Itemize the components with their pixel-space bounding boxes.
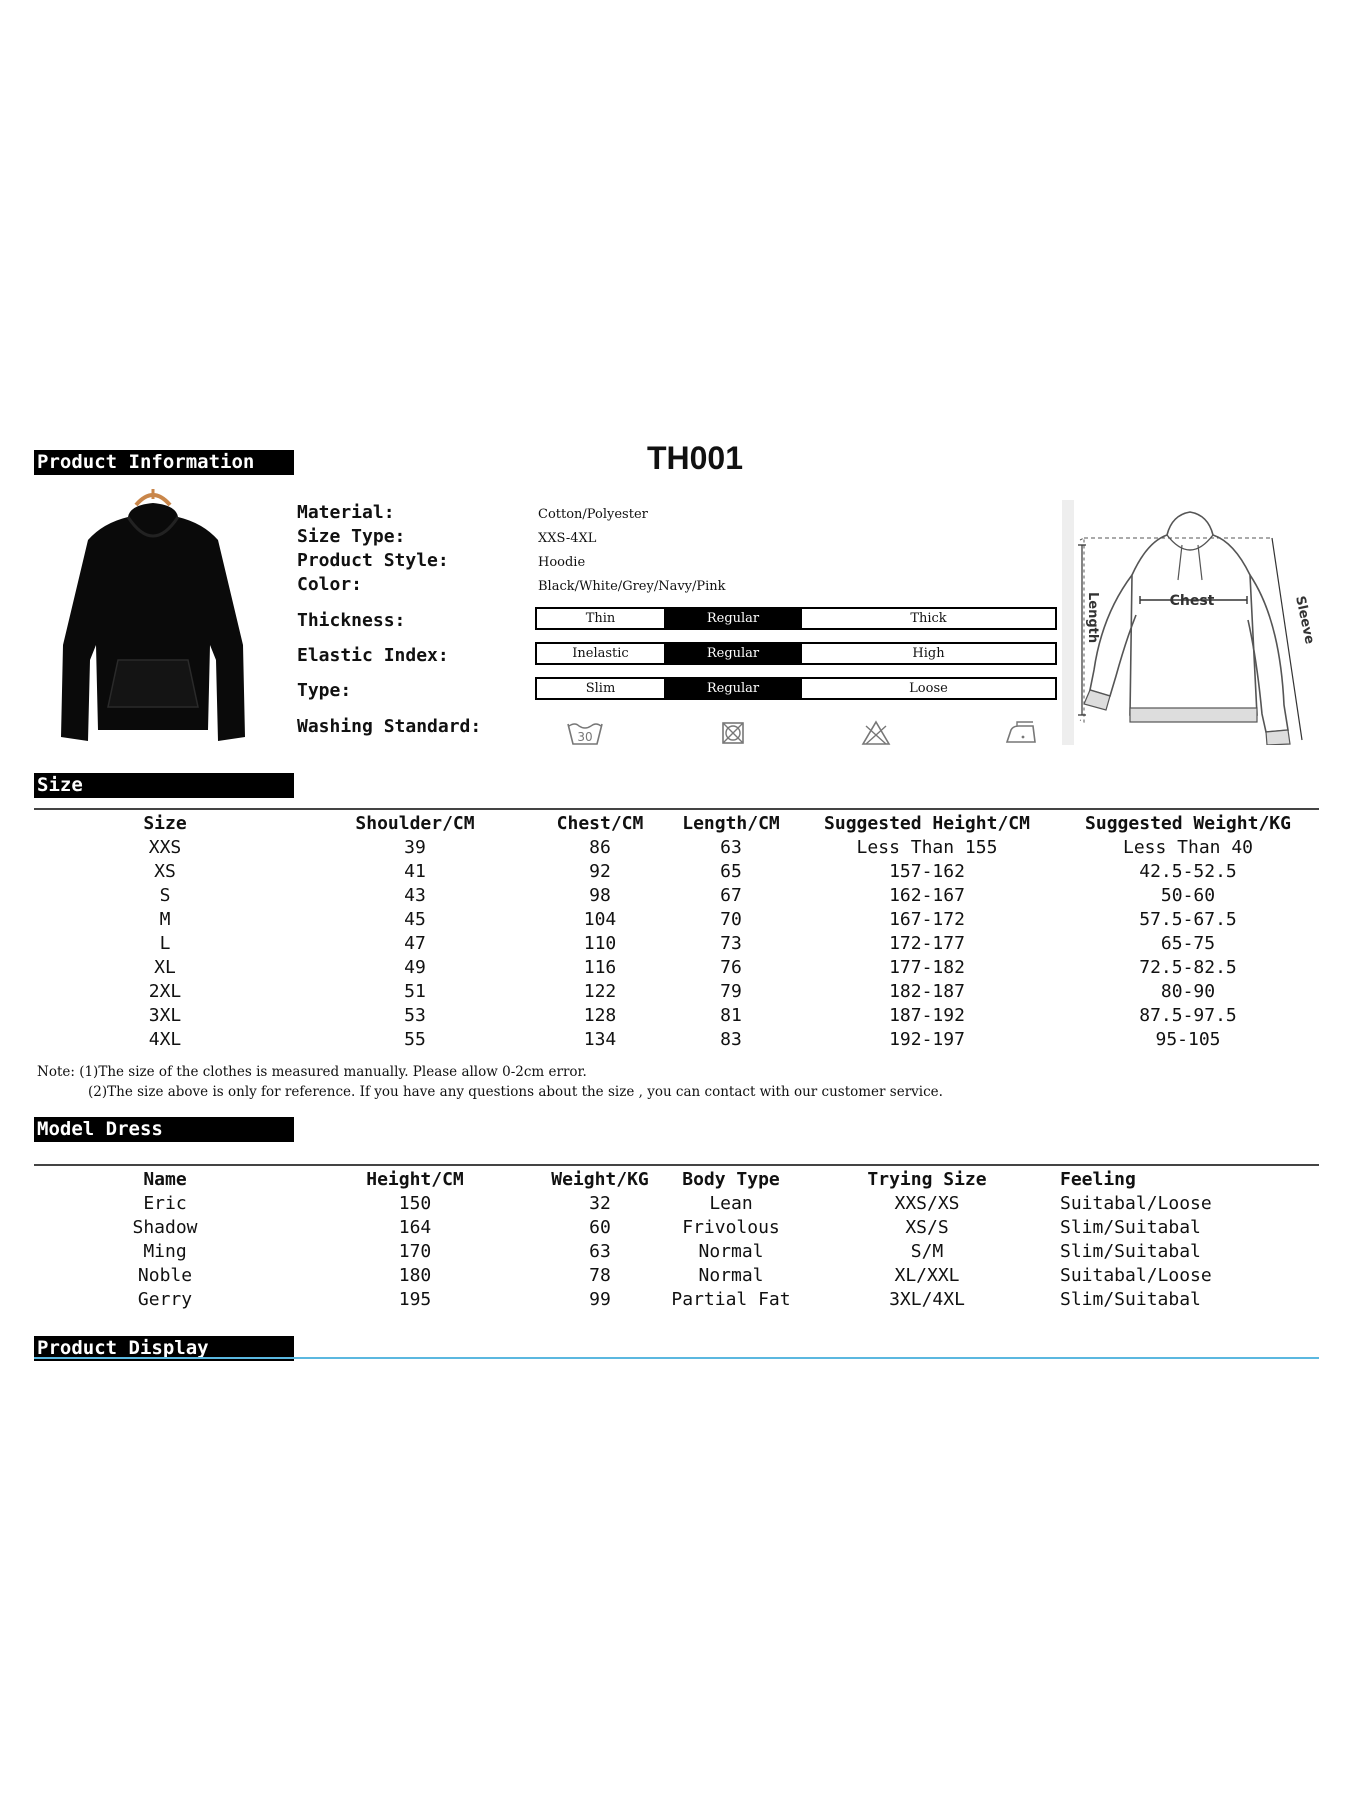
size-table-top-rule <box>34 808 1319 810</box>
model-cell: 63 <box>589 1241 611 1262</box>
size-cell: 83 <box>720 1029 742 1050</box>
model-row <box>34 1192 1319 1216</box>
size-cell: 2XL <box>148 981 182 1002</box>
model-cell: 180 <box>398 1265 432 1286</box>
size-row <box>34 860 1319 884</box>
size-row <box>34 932 1319 956</box>
model-row <box>34 1216 1319 1240</box>
size-cell: 55 <box>404 1029 426 1050</box>
size-cell: 49 <box>404 957 426 978</box>
size-cell: 110 <box>583 933 617 954</box>
model-cell: Eric <box>143 1193 187 1214</box>
color-value: Black/White/Grey/Navy/Pink <box>538 579 726 594</box>
size-cell: Less Than 155 <box>856 837 998 858</box>
hoodie-product-image <box>58 485 248 745</box>
size-row <box>34 1028 1319 1052</box>
size-cell: 42.5-52.5 <box>1139 861 1237 882</box>
size-cell: 51 <box>404 981 426 1002</box>
size-cell: 92 <box>589 861 611 882</box>
size-cell: 128 <box>583 1005 617 1026</box>
size-cell: 3XL <box>148 1005 182 1026</box>
size-row <box>34 836 1319 860</box>
size-note-line-2: (2)The size above is only for reference. If you have any questions about the size , you can contact with our customer service. <box>88 1084 943 1100</box>
model-header-cell: Feeling <box>1060 1169 1136 1190</box>
size-type-value: XXS-4XL <box>538 531 597 546</box>
size-cell: Less Than 40 <box>1122 837 1254 858</box>
size-header-cell: Suggested Weight/KG <box>1085 813 1291 834</box>
size-cell: XL <box>154 957 176 978</box>
size-cell: 104 <box>583 909 617 930</box>
size-cell: XXS <box>148 837 182 858</box>
size-cell: 65 <box>720 861 742 882</box>
model-header-cell: Name <box>143 1169 187 1190</box>
model-cell: Frivolous <box>682 1217 780 1238</box>
size-header-row <box>34 812 1319 836</box>
size-cell: 76 <box>720 957 742 978</box>
type-option-loose: Loose <box>801 679 1055 698</box>
model-cell: 78 <box>589 1265 611 1286</box>
model-cell: Ming <box>143 1241 187 1262</box>
size-cell: 63 <box>720 837 742 858</box>
material-label: Material: <box>297 502 395 523</box>
size-row <box>34 980 1319 1004</box>
size-cell: 67 <box>720 885 742 906</box>
size-cell: 87.5-97.5 <box>1139 1005 1237 1026</box>
model-header-cell: Height/CM <box>366 1169 464 1190</box>
size-cell: 47 <box>404 933 426 954</box>
model-header-cell: Weight/KG <box>551 1169 649 1190</box>
type-label: Type: <box>297 680 352 701</box>
model-cell: Slim/Suitabal <box>1060 1289 1201 1310</box>
elastic-option-inelastic: Inelastic <box>537 644 665 663</box>
model-cell: Slim/Suitabal <box>1060 1241 1201 1262</box>
model-cell: XL/XXL <box>894 1265 960 1286</box>
model-row <box>34 1240 1319 1264</box>
product-style-value: Hoodie <box>538 555 586 570</box>
size-cell: 122 <box>583 981 617 1002</box>
size-cell: 79 <box>720 981 742 1002</box>
size-cell: 172-177 <box>889 933 965 954</box>
model-cell: 99 <box>589 1289 611 1310</box>
size-cell: 162-167 <box>889 885 965 906</box>
size-cell: 65-75 <box>1160 933 1216 954</box>
section-banner-size: Size <box>34 773 294 798</box>
size-header-cell: Chest/CM <box>556 813 644 834</box>
iron-icon <box>1003 718 1039 748</box>
model-cell: Gerry <box>137 1289 193 1310</box>
diagram-sleeve-label: Sleeve <box>1292 594 1317 646</box>
type-scale <box>535 677 1057 700</box>
model-header-cell: Body Type <box>682 1169 780 1190</box>
model-cell: Lean <box>709 1193 753 1214</box>
model-cell: S/M <box>910 1241 944 1262</box>
model-table-top-rule <box>34 1164 1319 1166</box>
size-cell: 95-105 <box>1155 1029 1221 1050</box>
wash-30-icon <box>565 718 605 748</box>
elastic-option-high: High <box>801 644 1055 663</box>
model-cell: 150 <box>398 1193 432 1214</box>
size-cell: 57.5-67.5 <box>1139 909 1237 930</box>
model-cell: Suitabal/Loose <box>1060 1193 1212 1214</box>
size-cell: 134 <box>583 1029 617 1050</box>
model-cell: Noble <box>137 1265 193 1286</box>
size-row <box>34 884 1319 908</box>
thickness-label: Thickness: <box>297 610 406 631</box>
wash-temperature: 30 <box>577 730 593 744</box>
no-bleach-icon <box>860 718 892 748</box>
model-row <box>34 1264 1319 1288</box>
model-cell: 32 <box>589 1193 611 1214</box>
size-cell: 81 <box>720 1005 742 1026</box>
size-cell: 86 <box>589 837 611 858</box>
model-cell: 195 <box>398 1289 432 1310</box>
size-row <box>34 908 1319 932</box>
product-style-label: Product Style: <box>297 550 449 571</box>
size-cell: S <box>159 885 171 906</box>
model-header-cell: Trying Size <box>867 1169 987 1190</box>
size-cell: 157-162 <box>889 861 965 882</box>
no-tumble-dry-icon <box>718 718 748 748</box>
size-cell: XS <box>154 861 176 882</box>
product-display-rule <box>34 1357 1319 1359</box>
thickness-option-thin: Thin <box>537 609 665 628</box>
size-cell: 73 <box>720 933 742 954</box>
size-cell: 187-192 <box>889 1005 965 1026</box>
material-value: Cotton/Polyester <box>538 507 648 522</box>
size-cell: L <box>159 933 171 954</box>
model-cell: Normal <box>698 1265 764 1286</box>
diagram-chest-label: Chest <box>1169 593 1215 609</box>
type-option-slim: Slim <box>537 679 665 698</box>
size-cell: 4XL <box>148 1029 182 1050</box>
thickness-scale <box>535 607 1057 630</box>
color-label: Color: <box>297 574 363 595</box>
elastic-option-regular: Regular <box>665 644 801 663</box>
size-cell: 98 <box>589 885 611 906</box>
model-cell: 164 <box>398 1217 432 1238</box>
model-row <box>34 1288 1319 1312</box>
model-cell: Normal <box>698 1241 764 1262</box>
size-cell: 50-60 <box>1160 885 1216 906</box>
thickness-option-regular: Regular <box>665 609 801 628</box>
size-cell: 53 <box>404 1005 426 1026</box>
model-cell: Shadow <box>132 1217 198 1238</box>
type-option-regular: Regular <box>665 679 801 698</box>
size-header-cell: Shoulder/CM <box>355 813 475 834</box>
size-cell: 182-187 <box>889 981 965 1002</box>
section-banner-model-dress: Model Dress <box>34 1117 294 1142</box>
size-cell: 192-197 <box>889 1029 965 1050</box>
model-cell: Slim/Suitabal <box>1060 1217 1201 1238</box>
size-cell: 177-182 <box>889 957 965 978</box>
size-cell: 43 <box>404 885 426 906</box>
size-row <box>34 956 1319 980</box>
size-cell: 72.5-82.5 <box>1139 957 1237 978</box>
size-header-cell: Size <box>143 813 187 834</box>
model-cell: XS/S <box>905 1217 949 1238</box>
model-header-row <box>34 1168 1319 1192</box>
size-note-line-1: Note: (1)The size of the clothes is measured manually. Please allow 0-2cm error. <box>37 1064 587 1080</box>
size-cell: 45 <box>404 909 426 930</box>
model-cell: 60 <box>589 1217 611 1238</box>
model-cell: 3XL/4XL <box>889 1289 965 1310</box>
diagram-length-label: Length <box>1085 592 1100 644</box>
model-cell: XXS/XS <box>894 1193 960 1214</box>
washing-standard-label: Washing Standard: <box>297 716 482 737</box>
product-code: TH001 <box>646 440 744 476</box>
section-banner-product-information: Product Information <box>34 450 294 475</box>
size-header-cell: Length/CM <box>682 813 780 834</box>
size-cell: 116 <box>583 957 617 978</box>
model-cell: Partial Fat <box>671 1289 791 1310</box>
size-cell: 41 <box>404 861 426 882</box>
size-cell: M <box>159 909 171 930</box>
model-cell: Suitabal/Loose <box>1060 1265 1212 1286</box>
size-row <box>34 1004 1319 1028</box>
elastic-index-label: Elastic Index: <box>297 645 449 666</box>
size-cell: 70 <box>720 909 742 930</box>
thickness-option-thick: Thick <box>801 609 1055 628</box>
size-cell: 80-90 <box>1160 981 1216 1002</box>
measurement-diagram <box>1062 500 1322 745</box>
size-cell: 167-172 <box>889 909 965 930</box>
size-type-label: Size Type: <box>297 526 406 547</box>
model-cell: 170 <box>398 1241 432 1262</box>
elastic-index-scale <box>535 642 1057 665</box>
size-cell: 39 <box>404 837 426 858</box>
size-header-cell: Suggested Height/CM <box>824 813 1030 834</box>
section-banner-product-display: Product Display <box>34 1336 294 1361</box>
